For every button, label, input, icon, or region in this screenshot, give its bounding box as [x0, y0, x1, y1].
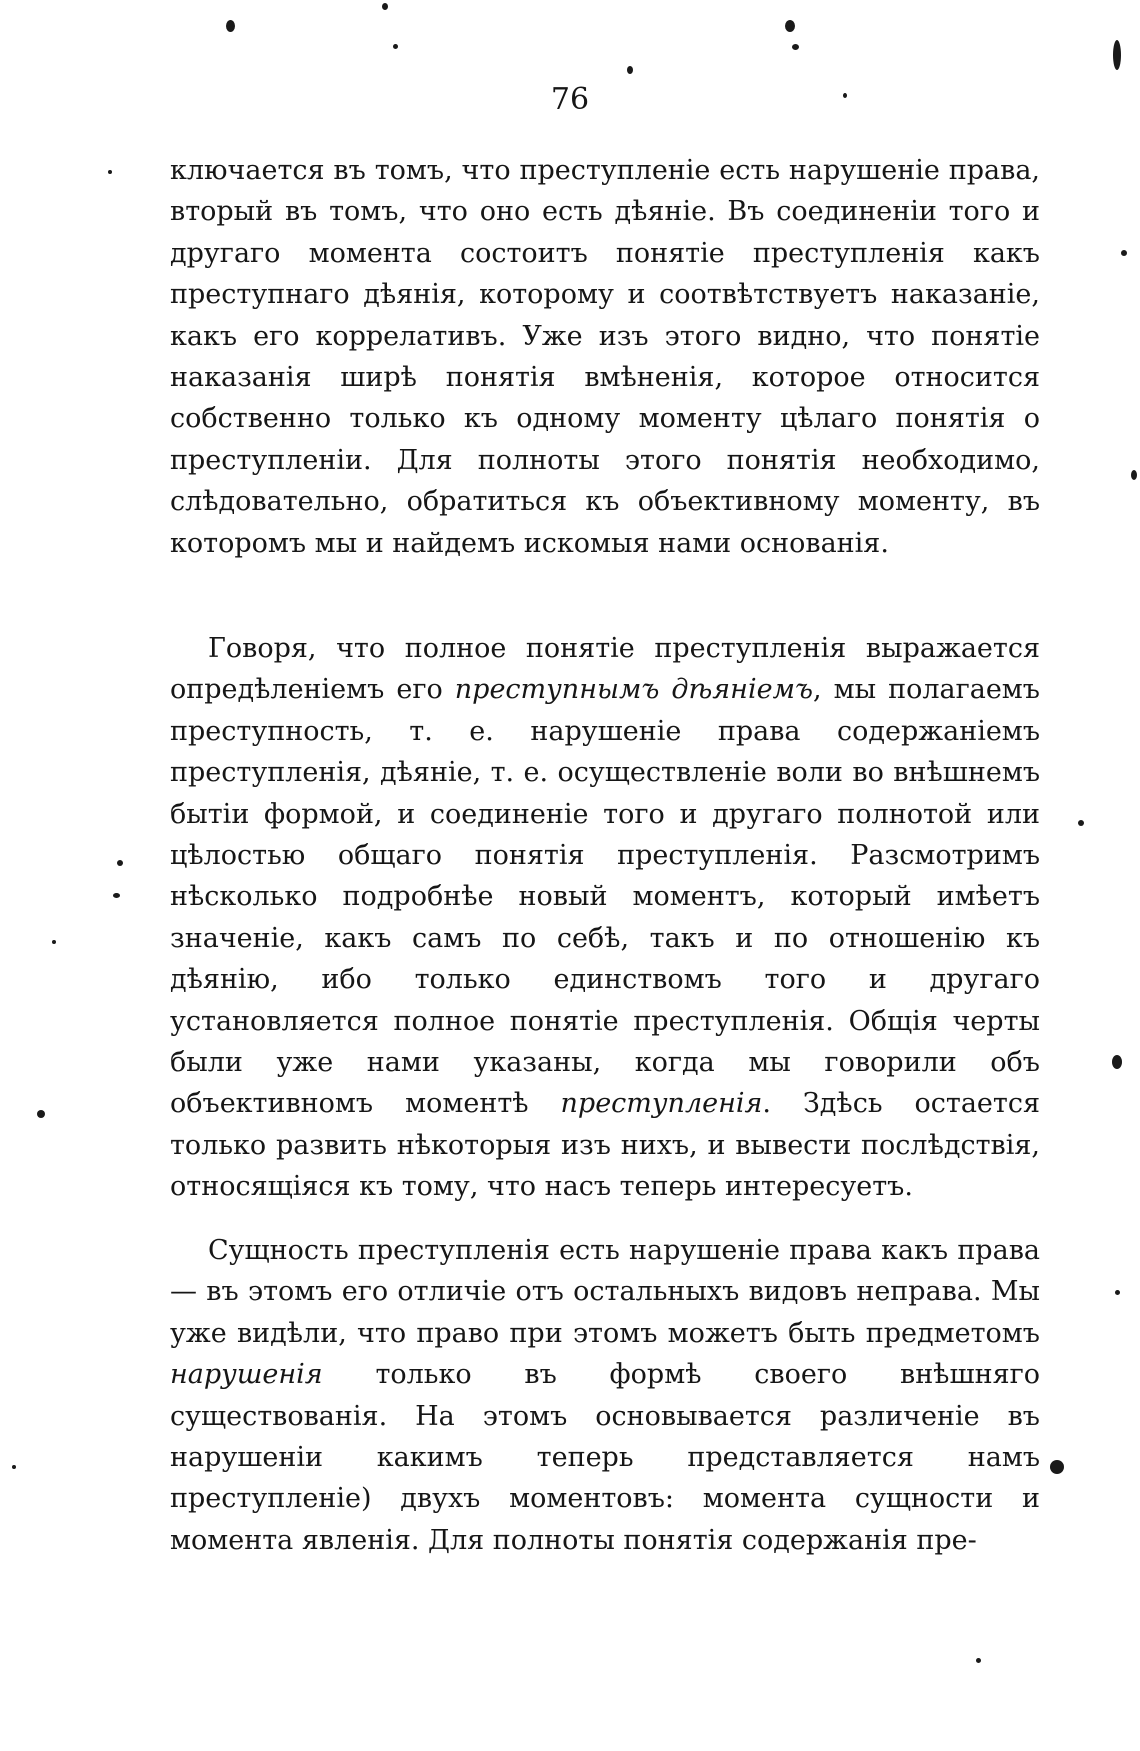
paragraph-2	[170, 628, 1040, 1208]
scan-speck	[393, 44, 398, 49]
scan-speck	[113, 893, 120, 898]
paragraph-3-text-a: Сущность преступленія есть нарушеніе права какъ права — въ этомъ его отличіе отъ остальныхъ видовъ неправа. Мы уже видѣли, что право при этомъ можетъ быть предметомъ	[170, 1235, 1040, 1349]
scan-speck	[792, 44, 799, 50]
scan-speck	[382, 3, 388, 10]
paragraph-3-text-b: только въ формѣ своего внѣшняго существованія. На этомъ основывается различеніе въ нарушеніи какимъ теперь представляется намъ преступленіе) двухъ моментовъ: момента сущности и момента явленія. Для полноты понятія содержанія пре-	[170, 1359, 1040, 1556]
scan-speck	[117, 860, 123, 866]
scan-speck	[37, 1110, 45, 1118]
scan-speck	[1112, 1055, 1122, 1069]
paragraph-2-italic-a: преступнымъ дѣяніемъ	[454, 674, 813, 706]
scan-speck	[1113, 40, 1121, 70]
paragraph-1-text: ключается въ томъ, что преступленіе есть нарушеніе права, вторый въ томъ, что оно есть дѣяніе. Въ соединеніи того и другаго момента состоитъ понятіе преступленія какъ преступнаго дѣянія, которому и соотвѣтствуетъ наказаніе, какъ его коррелативъ. Уже изъ этого видно, что понятіе наказанія ширѣ понятія вмѣненія, которое относится собственно только къ одному моменту цѣлаго понятія о преступленіи. Для полноты этого понятія необходимо, слѣдовательно, обратиться къ объективному моменту, въ которомъ мы и найдемъ искомыя нами основанія.	[170, 155, 1040, 559]
page-number: 76	[550, 82, 590, 117]
scan-speck	[108, 170, 112, 174]
scan-speck	[1131, 470, 1137, 480]
scan-speck	[843, 93, 847, 98]
paragraph-1	[170, 150, 1040, 564]
paragraph-2-text-a: Говоря, что полное понятіе преступленія выражается опредѣленіемъ его	[170, 633, 1040, 706]
scan-speck	[52, 940, 56, 944]
scan-speck	[976, 1658, 981, 1663]
scan-speck	[627, 66, 633, 74]
paragraph-3-italic-a: нарушенія	[170, 1359, 323, 1391]
paragraph-2-text-b: , мы полагаемъ преступность, т. е. нарушеніе права содержаніемъ преступленія, дѣяніе, т. е. осуществленіе воли во внѣшнемъ бытіи формой, и соединеніе того и другаго полнотой или цѣлостью общаго понятія преступленія. Разсмотримъ нѣсколько подробнѣе новый моментъ, который имѣетъ значеніе, какъ самъ по себѣ, такъ и по отношенію къ дѣянію, ибо только единствомъ того и другаго установляется полное понятіе преступленія. Общія черты были уже нами указаны, когда мы говорили объ объективномъ моментѣ	[170, 674, 1040, 1120]
scan-speck	[1115, 1290, 1120, 1295]
scan-speck	[785, 20, 795, 32]
scan-speck	[12, 1465, 16, 1469]
paragraph-3	[170, 1230, 1040, 1561]
scan-speck	[1078, 820, 1084, 826]
scan-speck	[1050, 1460, 1064, 1474]
scan-speck	[1121, 250, 1127, 256]
paragraph-2-italic-b: преступленія	[560, 1088, 763, 1120]
paragraph-2-text-c: . Здѣсь остается только развить нѣкоторыя изъ нихъ, и вывести послѣдствія, относящіяся къ тому, что насъ теперь интересуетъ.	[170, 1088, 1040, 1203]
scan-speck	[226, 20, 235, 32]
